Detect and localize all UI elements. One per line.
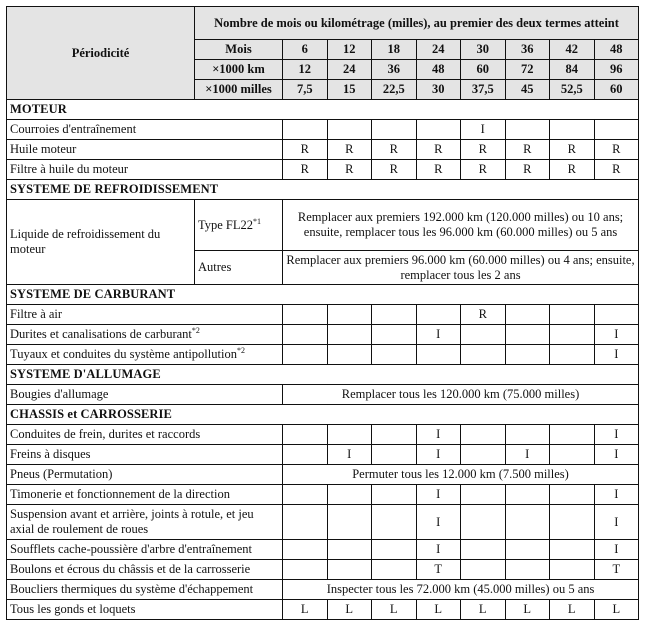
- cell: I: [416, 505, 461, 540]
- cell: R: [505, 140, 550, 160]
- cell: [461, 540, 506, 560]
- cell: [416, 120, 461, 140]
- table-row: [7, 540, 639, 560]
- section-title: MOTEUR: [7, 100, 639, 120]
- section-title: SYSTEME DE CARBURANT: [7, 285, 639, 305]
- cell: R: [461, 160, 506, 180]
- km-value: 24: [327, 60, 372, 80]
- table-row: [7, 580, 639, 600]
- table-row: [7, 560, 639, 580]
- item-label: Suspension avant et arrière, joints à rotule, et jeu axial de roulement de roues: [7, 505, 283, 540]
- cell: [461, 560, 506, 580]
- table-row: [7, 385, 639, 405]
- miles-value: 30: [416, 80, 461, 100]
- cell: R: [283, 140, 328, 160]
- cell: [327, 485, 372, 505]
- month-value: 30: [461, 40, 506, 60]
- cell: [372, 120, 417, 140]
- cell: R: [505, 160, 550, 180]
- miles-value: 7,5: [283, 80, 328, 100]
- cell: [283, 485, 328, 505]
- cell: [550, 505, 595, 540]
- cell: [461, 445, 506, 465]
- cell: [283, 120, 328, 140]
- cell: [505, 485, 550, 505]
- cell: I: [594, 345, 639, 365]
- cell: [505, 505, 550, 540]
- table-row: [7, 485, 639, 505]
- cell: [372, 560, 417, 580]
- km-value: 48: [416, 60, 461, 80]
- item-label: Tous les gonds et loquets: [7, 600, 283, 620]
- cell: R: [594, 160, 639, 180]
- row-label: ×1000 km: [195, 60, 283, 80]
- cell: [461, 485, 506, 505]
- row-label: ×1000 milles: [195, 80, 283, 100]
- cell: [594, 305, 639, 325]
- footnote-marker: *2: [191, 325, 200, 335]
- cell: I: [327, 445, 372, 465]
- cell: [372, 325, 417, 345]
- cell: [550, 120, 595, 140]
- cell: R: [372, 160, 417, 180]
- cell: [283, 445, 328, 465]
- cell: L: [372, 600, 417, 620]
- cell: I: [594, 485, 639, 505]
- cell: L: [550, 600, 595, 620]
- cell: I: [594, 445, 639, 465]
- table-row: [7, 200, 639, 251]
- item-label: Timonerie et fonctionnement de la direction: [7, 485, 283, 505]
- table-row: [7, 445, 639, 465]
- cell: [594, 120, 639, 140]
- item-label: Courroies d'entraînement: [7, 120, 283, 140]
- cell: R: [594, 140, 639, 160]
- table-row: [7, 140, 639, 160]
- cell: R: [550, 160, 595, 180]
- km-value: 60: [461, 60, 506, 80]
- cell: [283, 425, 328, 445]
- table-row: [7, 425, 639, 445]
- cell: [327, 120, 372, 140]
- table-row: [7, 345, 639, 365]
- item-label: Boulons et écrous du châssis et de la carrosserie: [7, 560, 283, 580]
- cell: [505, 560, 550, 580]
- cell: I: [461, 120, 506, 140]
- cell: [372, 540, 417, 560]
- cell: [461, 505, 506, 540]
- item-label: Filtre à huile du moteur: [7, 160, 283, 180]
- section-chassis: [7, 405, 639, 425]
- cell: L: [461, 600, 506, 620]
- cell: I: [594, 325, 639, 345]
- item-label: [7, 345, 283, 365]
- interval-title: Nombre de mois ou kilométrage (milles), au premier des deux termes atteint: [195, 7, 639, 40]
- periodicity-header: Périodicité: [7, 7, 195, 100]
- item-label: Pneus (Permutation): [7, 465, 283, 485]
- cell: [550, 345, 595, 365]
- miles-value: 22,5: [372, 80, 417, 100]
- month-value: 6: [283, 40, 328, 60]
- cell: [372, 485, 417, 505]
- cell: I: [594, 425, 639, 445]
- cell: I: [594, 540, 639, 560]
- table-row: [7, 600, 639, 620]
- km-value: 12: [283, 60, 328, 80]
- month-value: 12: [327, 40, 372, 60]
- cell: R: [461, 140, 506, 160]
- miles-value: 37,5: [461, 80, 506, 100]
- cell: [416, 305, 461, 325]
- cell: R: [416, 160, 461, 180]
- cell: T: [416, 560, 461, 580]
- miles-value: 15: [327, 80, 372, 100]
- cell: [372, 445, 417, 465]
- cell: [505, 325, 550, 345]
- cell: [550, 540, 595, 560]
- cell: I: [416, 425, 461, 445]
- cell: [505, 120, 550, 140]
- interval-note: Permuter tous les 12.000 km (7.500 milles): [283, 465, 639, 485]
- section-allumage: [7, 365, 639, 385]
- cell: L: [416, 600, 461, 620]
- km-value: 84: [550, 60, 595, 80]
- interval-note: Remplacer tous les 120.000 km (75.000 milles): [283, 385, 639, 405]
- cell: T: [594, 560, 639, 580]
- cell: R: [416, 140, 461, 160]
- cell: [505, 540, 550, 560]
- cell: [461, 425, 506, 445]
- cell: [372, 505, 417, 540]
- month-value: 24: [416, 40, 461, 60]
- cell: R: [283, 160, 328, 180]
- cell: [283, 560, 328, 580]
- item-label: Conduites de frein, durites et raccords: [7, 425, 283, 445]
- cell: [550, 325, 595, 345]
- cell: I: [416, 445, 461, 465]
- miles-value: 52,5: [550, 80, 595, 100]
- maintenance-table: [6, 6, 639, 620]
- section-moteur: [7, 100, 639, 120]
- cell: L: [327, 600, 372, 620]
- cell: I: [416, 485, 461, 505]
- month-value: 48: [594, 40, 639, 60]
- cell: [283, 305, 328, 325]
- cell: [461, 345, 506, 365]
- cell: [327, 425, 372, 445]
- table-row: [7, 160, 639, 180]
- cell: L: [594, 600, 639, 620]
- cell: [283, 325, 328, 345]
- item-label-text: Durites et canalisations de carburant: [10, 327, 192, 341]
- cell: [550, 485, 595, 505]
- header-row-title: [7, 7, 639, 40]
- cell: [327, 325, 372, 345]
- km-value: 96: [594, 60, 639, 80]
- coolant-type: Autres: [195, 251, 283, 285]
- item-label: [7, 325, 283, 345]
- cell: [372, 345, 417, 365]
- item-label: Filtre à air: [7, 305, 283, 325]
- coolant-note: Remplacer aux premiers 192.000 km (120.000 milles) ou 10 ans; ensuite, remplacer tous les 96.000 km (60.000 milles) ou 5 ans: [283, 200, 639, 251]
- cell: I: [416, 540, 461, 560]
- cell: [505, 305, 550, 325]
- cell: [327, 345, 372, 365]
- cell: I: [594, 505, 639, 540]
- coolant-type: [195, 200, 283, 251]
- row-label: Mois: [195, 40, 283, 60]
- cell: [283, 540, 328, 560]
- footnote-marker: *1: [253, 216, 262, 226]
- table-row: [7, 325, 639, 345]
- cell: [550, 445, 595, 465]
- cell: [327, 305, 372, 325]
- coolant-note: Remplacer aux premiers 96.000 km (60.000 milles) ou 4 ans; ensuite, remplacer tous les 2 ans: [283, 251, 639, 285]
- cell: R: [550, 140, 595, 160]
- interval-note: Inspecter tous les 72.000 km (45.000 milles) ou 5 ans: [283, 580, 639, 600]
- cell: [550, 305, 595, 325]
- section-carburant: [7, 285, 639, 305]
- section-title: SYSTEME D'ALLUMAGE: [7, 365, 639, 385]
- cell: [372, 425, 417, 445]
- km-value: 72: [505, 60, 550, 80]
- cell: L: [505, 600, 550, 620]
- cell: [372, 305, 417, 325]
- section-title: SYSTEME DE REFROIDISSEMENT: [7, 180, 639, 200]
- cell: [550, 560, 595, 580]
- miles-value: 60: [594, 80, 639, 100]
- cell: L: [283, 600, 328, 620]
- miles-value: 45: [505, 80, 550, 100]
- cell: [327, 540, 372, 560]
- maintenance-schedule: [6, 6, 639, 620]
- cell: [283, 345, 328, 365]
- cell: [505, 425, 550, 445]
- item-label: Soufflets cache-poussière d'arbre d'entraînement: [7, 540, 283, 560]
- table-row: [7, 505, 639, 540]
- item-label: Bougies d'allumage: [7, 385, 283, 405]
- item-label: Boucliers thermiques du système d'échappement: [7, 580, 283, 600]
- item-label: Huile moteur: [7, 140, 283, 160]
- cell: R: [327, 140, 372, 160]
- km-value: 36: [372, 60, 417, 80]
- footnote-marker: *2: [236, 345, 245, 355]
- section-title: CHASSIS et CARROSSERIE: [7, 405, 639, 425]
- section-refroidissement: [7, 180, 639, 200]
- cell: R: [372, 140, 417, 160]
- item-label: Freins à disques: [7, 445, 283, 465]
- cell: R: [461, 305, 506, 325]
- cell: [461, 325, 506, 345]
- cell: [327, 560, 372, 580]
- table-row: [7, 305, 639, 325]
- cell: [550, 425, 595, 445]
- cell: [505, 345, 550, 365]
- table-row: [7, 120, 639, 140]
- month-value: 42: [550, 40, 595, 60]
- cell: I: [416, 325, 461, 345]
- cell: R: [327, 160, 372, 180]
- cell: [283, 505, 328, 540]
- item-label-text: Tuyaux et conduites du système antipollution: [10, 347, 237, 361]
- cell: [327, 505, 372, 540]
- table-row: [7, 465, 639, 485]
- item-label: Liquide de refroidissement du moteur: [7, 200, 195, 285]
- month-value: 36: [505, 40, 550, 60]
- month-value: 18: [372, 40, 417, 60]
- cell: [416, 345, 461, 365]
- cell: I: [505, 445, 550, 465]
- coolant-type-label: Type FL22: [198, 217, 254, 232]
